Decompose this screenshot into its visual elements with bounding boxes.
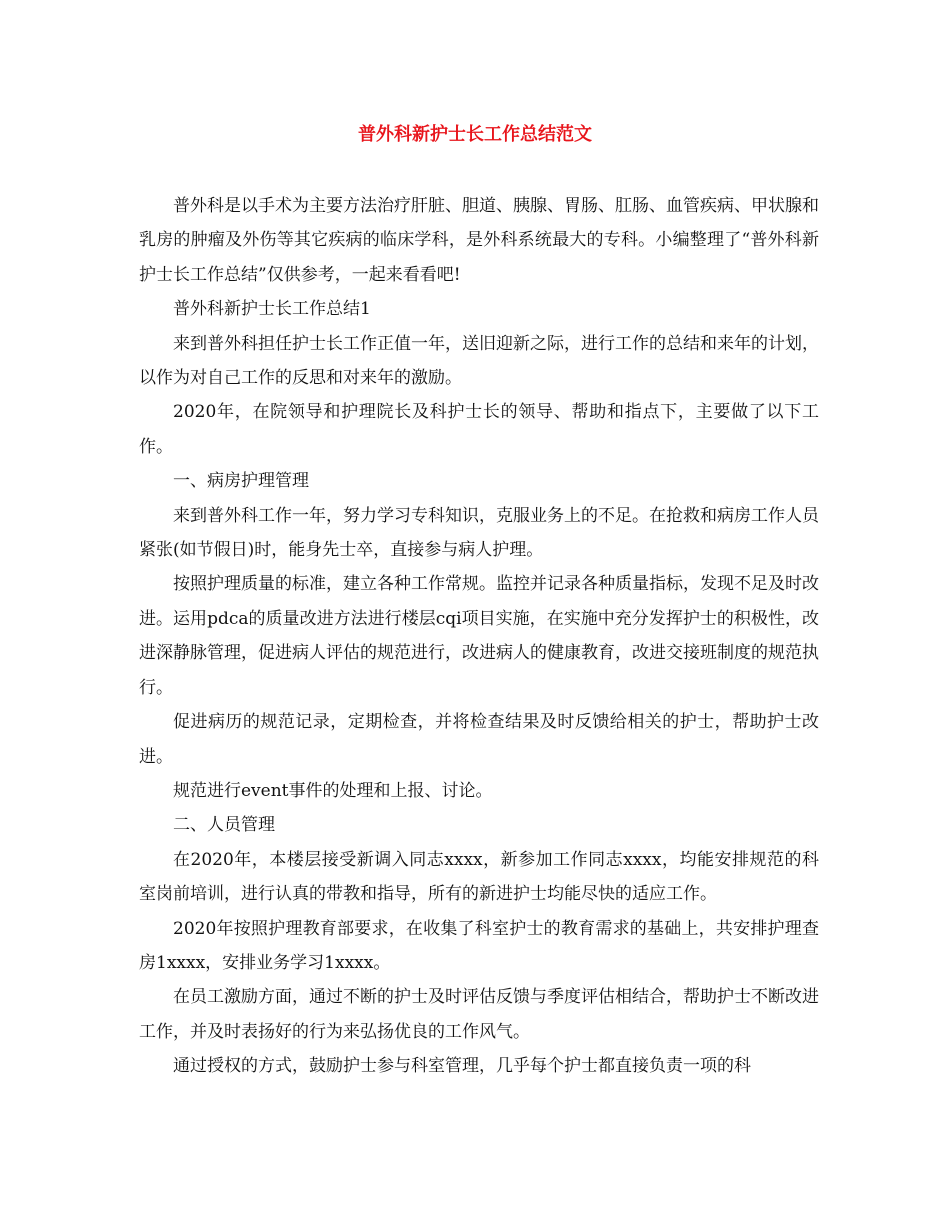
paragraph: 来到普外科担任护士长工作正值一年，送旧迎新之际，进行工作的总结和来年的计划，以作为对自己工作的反思和对来年的激励。 [139,333,819,389]
document-body [139,189,819,1084]
section-heading-summary-1: 普外科新护士长工作总结1 [173,299,371,320]
paragraph-intro: 普外科是以手术为主要方法治疗肝脏、胆道、胰腺、胃肠、肛肠、血管疾病、甲状腺和乳房的肿瘤及外伤等其它疾病的临床学科，是外科系统最大的专科。小编整理了“普外科新护士长工作总结”仅供参考，一起来看看吧! [139,196,819,285]
paragraph: 促进病历的规范记录，定期检查，并将检查结果及时反馈给相关的护士，帮助护士改进。 [139,712,819,767]
section-heading-ward-management: 一、病房护理管理 [173,471,309,492]
paragraph: 来到普外科工作一年，努力学习专科知识，克服业务上的不足。在抢救和病房工作人员紧张(如节假日)时，能身先士卒，直接参与病人护理。 [139,505,819,561]
paragraph: 2020年，在院领导和护理院长及科护士长的领导、帮助和指点下，主要做了以下工作。 [139,402,819,457]
paragraph: 在员工激励方面，通过不断的护士及时评估反馈与季度评估相结合，帮助护士不断改进工作，并及时表扬好的行为来弘扬优良的工作风气。 [139,987,819,1042]
document-title: 普外科新护士长工作总结范文 [358,124,592,145]
paragraph: 2020年按照护理教育部要求，在收集了科室护士的教育需求的基础上，共安排护理查房1xxxx，安排业务学习1xxxx。 [139,918,819,973]
paragraph: 在2020年，本楼层接受新调入同志xxxx，新参加工作同志xxxx，均能安排规范的科室岗前培训，进行认真的带教和指导，所有的新进护士均能尽快的适应工作。 [139,849,819,905]
paragraph: 通过授权的方式，鼓励护士参与科室管理，几乎每个护士都直接负责一项的科 [173,1056,751,1077]
paragraph: 按照护理质量的标准，建立各种工作常规。监控并记录各种质量指标，发现不足及时改进。运用pdca的质量改进方法进行楼层cqi项目实施，在实施中充分发挥护士的积极性，改进深静脉管理，促进病人评估的规范进行，改进病人的健康教育，改进交接班制度的规范执行。 [139,574,819,698]
section-heading-staff-management: 二、人员管理 [173,815,275,836]
paragraph: 规范进行event事件的处理和上报、讨论。 [173,780,493,801]
